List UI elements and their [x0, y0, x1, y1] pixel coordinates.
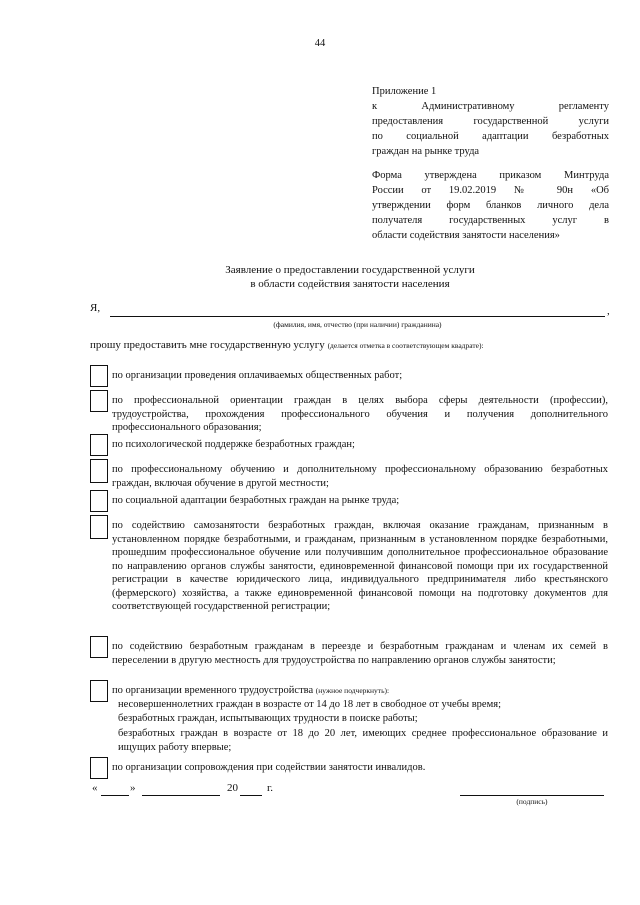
- applicant-name-field[interactable]: [110, 316, 605, 317]
- option-label: по организации проведения оплачиваемых общественных работ;: [112, 370, 403, 381]
- option-hint: (нужное подчеркнуть):: [315, 686, 390, 695]
- request-text: прошу предоставить мне государственную услугу: [90, 339, 325, 351]
- option-checkbox[interactable]: [90, 390, 108, 412]
- date-year-suffix: г.: [267, 782, 274, 794]
- option-label: по организации сопровождения при содействии занятости инвалидов.: [112, 762, 426, 773]
- form-title-line-2: в области содействия занятости населения: [250, 278, 450, 290]
- appendix-line: к Административному регламенту: [372, 101, 609, 112]
- signature-field[interactable]: [460, 795, 604, 796]
- applicant-suffix: ,: [607, 305, 610, 317]
- option-text: [112, 494, 608, 508]
- form-approval-note: [372, 168, 609, 243]
- form-title-line-1: Заявление о предоставлении государственной услуги: [225, 264, 475, 276]
- option-text: [112, 394, 608, 435]
- applicant-name-hint: (фамилия, имя, отчество (при наличии) гражданина): [273, 320, 442, 329]
- option-label: по социальной адаптации безработных граждан на рынке труда;: [112, 495, 400, 506]
- date-year-prefix: 20: [227, 782, 238, 794]
- temp-employment-subitem[interactable]: безработных граждан в возрасте от 18 до 20 лет, имеющих среднее профессиональное образование и ищущих работу впервые;: [118, 728, 608, 753]
- option-text: [112, 519, 608, 614]
- option-label: по психологической поддержке безработных граждан;: [112, 439, 355, 450]
- option-checkbox[interactable]: [90, 515, 108, 539]
- form-note-line: Форма утверждена приказом Минтруда: [372, 170, 609, 181]
- option-label: по содействию самозанятости безработных граждан, включая оказание гражданам, признанным в установленном порядке безработными, и гражданам, признанным в установленном порядке безработными, прошедшим профессиональное обучение или получившим дополнительное профессиональное образование по направлению органов службы занятости, единовременной финансовой помощи при их государственной регистрации в качестве юридического лица, индивидуального предпринимателя либо крестьянского (фермерского) хозяйства, а также единовременной финансовой помощи на подготовку документов для соответствующей государственной регистрации;: [112, 520, 608, 612]
- option-text: [112, 463, 608, 490]
- date-close-quote: »: [130, 782, 136, 794]
- signature-hint: (подпись): [516, 797, 548, 806]
- request-line: [90, 339, 484, 351]
- option-text: [112, 640, 608, 667]
- page-number: 44: [314, 38, 326, 49]
- applicant-prefix: Я,: [90, 302, 101, 314]
- option-checkbox[interactable]: [90, 680, 108, 702]
- option-checkbox[interactable]: [90, 490, 108, 512]
- temp-employment-subitem[interactable]: несовершеннолетних граждан в возрасте от 14 до 18 лет в свободное от учебы время;: [118, 699, 501, 710]
- option-text: [112, 438, 608, 452]
- form-note-line: получателя государственных услуг в: [372, 215, 609, 226]
- appendix-title: Приложение 1: [372, 86, 437, 97]
- temp-employment-subitem[interactable]: безработных граждан, испытывающих трудности в поиске работы;: [118, 713, 418, 724]
- appendix-lines: [372, 99, 609, 159]
- appendix-line: граждан на рынке труда: [372, 146, 480, 157]
- option-text: [112, 761, 608, 775]
- date-open-quote: «: [92, 782, 98, 794]
- form-title: [150, 263, 550, 291]
- option-checkbox[interactable]: [90, 434, 108, 456]
- date-day-field[interactable]: [101, 795, 129, 796]
- appendix-line: по социальной адаптации безработных: [372, 131, 609, 142]
- appendix-block: [372, 84, 609, 159]
- option-checkbox[interactable]: [90, 636, 108, 658]
- form-note-line: утверждении форм бланков личного дела: [372, 200, 609, 211]
- form-note-line: области содействия занятости населения»: [372, 230, 560, 241]
- option-checkbox[interactable]: [90, 459, 108, 483]
- option-label: по организации временного трудоустройства: [112, 685, 314, 696]
- form-note-line: России от 19.02.2019 № 90н «Об: [372, 185, 609, 196]
- date-year-field[interactable]: [240, 795, 262, 796]
- option-text: [112, 684, 608, 698]
- option-label: по содействию безработным гражданам в переезде и безработным гражданам и членам их семей в переселении в другую местность для трудоустройства по направлению органов службы занятости;: [112, 641, 608, 666]
- date-month-field[interactable]: [142, 795, 220, 796]
- option-text: [112, 369, 608, 383]
- option-checkbox[interactable]: [90, 365, 108, 387]
- option-label: по профессиональному обучению и дополнительному профессиональному образованию безработных граждан, включая обучение в другой местности;: [112, 464, 608, 489]
- option-checkbox[interactable]: [90, 757, 108, 779]
- option-label: по профессиональной ориентации граждан в целях выбора сферы деятельности (профессии), трудоустройства, прохождения профессионального обучения и получения дополнительного профессионального образования;: [112, 395, 608, 433]
- request-hint: (делается отметка в соответствующем квадрате):: [327, 341, 484, 350]
- appendix-line: предоставления государственной услуги: [372, 116, 609, 127]
